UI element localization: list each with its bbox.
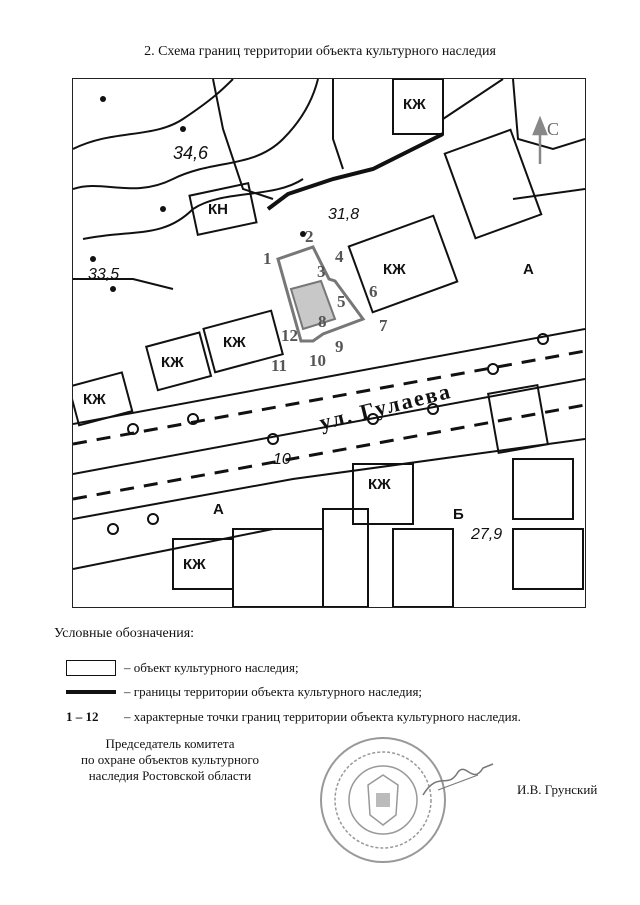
letter-label: Б	[453, 506, 464, 523]
elevation-label: 31,8	[328, 206, 360, 223]
boundary-point: 9	[335, 337, 344, 356]
boundary-point: 1	[263, 249, 272, 268]
site-map	[72, 78, 586, 608]
boundary-point: 11	[271, 356, 288, 375]
building	[233, 529, 323, 607]
tree-marker	[268, 434, 278, 444]
building-label: КЖ	[383, 261, 406, 278]
boundary-point: 5	[337, 292, 346, 311]
chairman-line: наследия Ростовской области	[88, 768, 252, 783]
north-arrow-head	[534, 119, 546, 134]
letter-label: А	[213, 501, 224, 518]
legend-points-symbol: 1 – 12	[66, 709, 99, 724]
boundary-point: 8	[318, 312, 327, 331]
boundary-point: 3	[317, 262, 326, 281]
street-name: ул. Гулаева	[316, 377, 455, 435]
building-label: КЖ	[183, 556, 206, 573]
point-marker	[110, 286, 116, 292]
legend-title: Условные обозначения:	[54, 626, 195, 641]
legend-text: – объект культурного наследия;	[124, 660, 299, 675]
chairman-line: Председатель комитета	[105, 736, 235, 751]
heritage-object	[291, 281, 335, 329]
official-stamp	[318, 735, 448, 865]
tree-marker	[108, 524, 118, 534]
parcel-line	[213, 79, 273, 199]
tree-marker	[148, 514, 158, 524]
point-marker	[160, 206, 166, 212]
territory-boundary	[268, 134, 443, 209]
legend-object-symbol	[66, 660, 116, 676]
parcel-line	[73, 79, 318, 189]
building-label: КЖ	[403, 96, 426, 113]
elevation-label: 34,6	[173, 143, 209, 163]
page-title: 2. Схема границ территории объекта культурного наследия	[144, 44, 496, 59]
building	[513, 529, 583, 589]
north-label: С	[547, 119, 560, 139]
legend-boundary-symbol	[66, 690, 116, 694]
signer-name: И.В. Грунский	[517, 782, 598, 797]
building-label: КЖ	[161, 354, 184, 371]
parcel-line	[333, 79, 343, 169]
legend-text: – границы территории объекта культурного наследия;	[124, 684, 423, 699]
building	[353, 464, 413, 524]
boundary-point: 12	[281, 326, 298, 345]
parcel-line	[513, 189, 585, 199]
building-label: КЖ	[223, 334, 246, 351]
legend-text: – характерные точки границ территории объекта культурного наследия.	[124, 709, 521, 724]
building	[445, 130, 542, 239]
point-marker	[100, 96, 106, 102]
tree-marker	[538, 334, 548, 344]
boundary-point: 7	[379, 316, 388, 335]
elevation-label: 33,5	[88, 266, 120, 283]
boundary-point: 2	[305, 227, 314, 246]
building-label: КН	[208, 201, 228, 218]
boundary-point: 6	[369, 282, 378, 301]
chairman-title	[40, 736, 300, 784]
building	[513, 459, 573, 519]
building-label: КЖ	[83, 391, 106, 408]
boundary-point: 4	[335, 247, 344, 266]
point-marker	[180, 126, 186, 132]
elevation-label: 27,9	[471, 526, 503, 543]
letter-label: А	[523, 261, 534, 278]
parcel-line	[443, 79, 503, 119]
building-label: КЖ	[368, 476, 391, 493]
chairman-line: по охране объектов культурного	[81, 752, 259, 767]
handwritten-signature	[418, 760, 498, 800]
point-marker	[90, 256, 96, 262]
tree-marker	[488, 364, 498, 374]
boundary-point: 10	[309, 351, 326, 370]
building	[393, 529, 453, 607]
parcel-line	[73, 79, 233, 149]
house-number: 10	[273, 451, 291, 468]
